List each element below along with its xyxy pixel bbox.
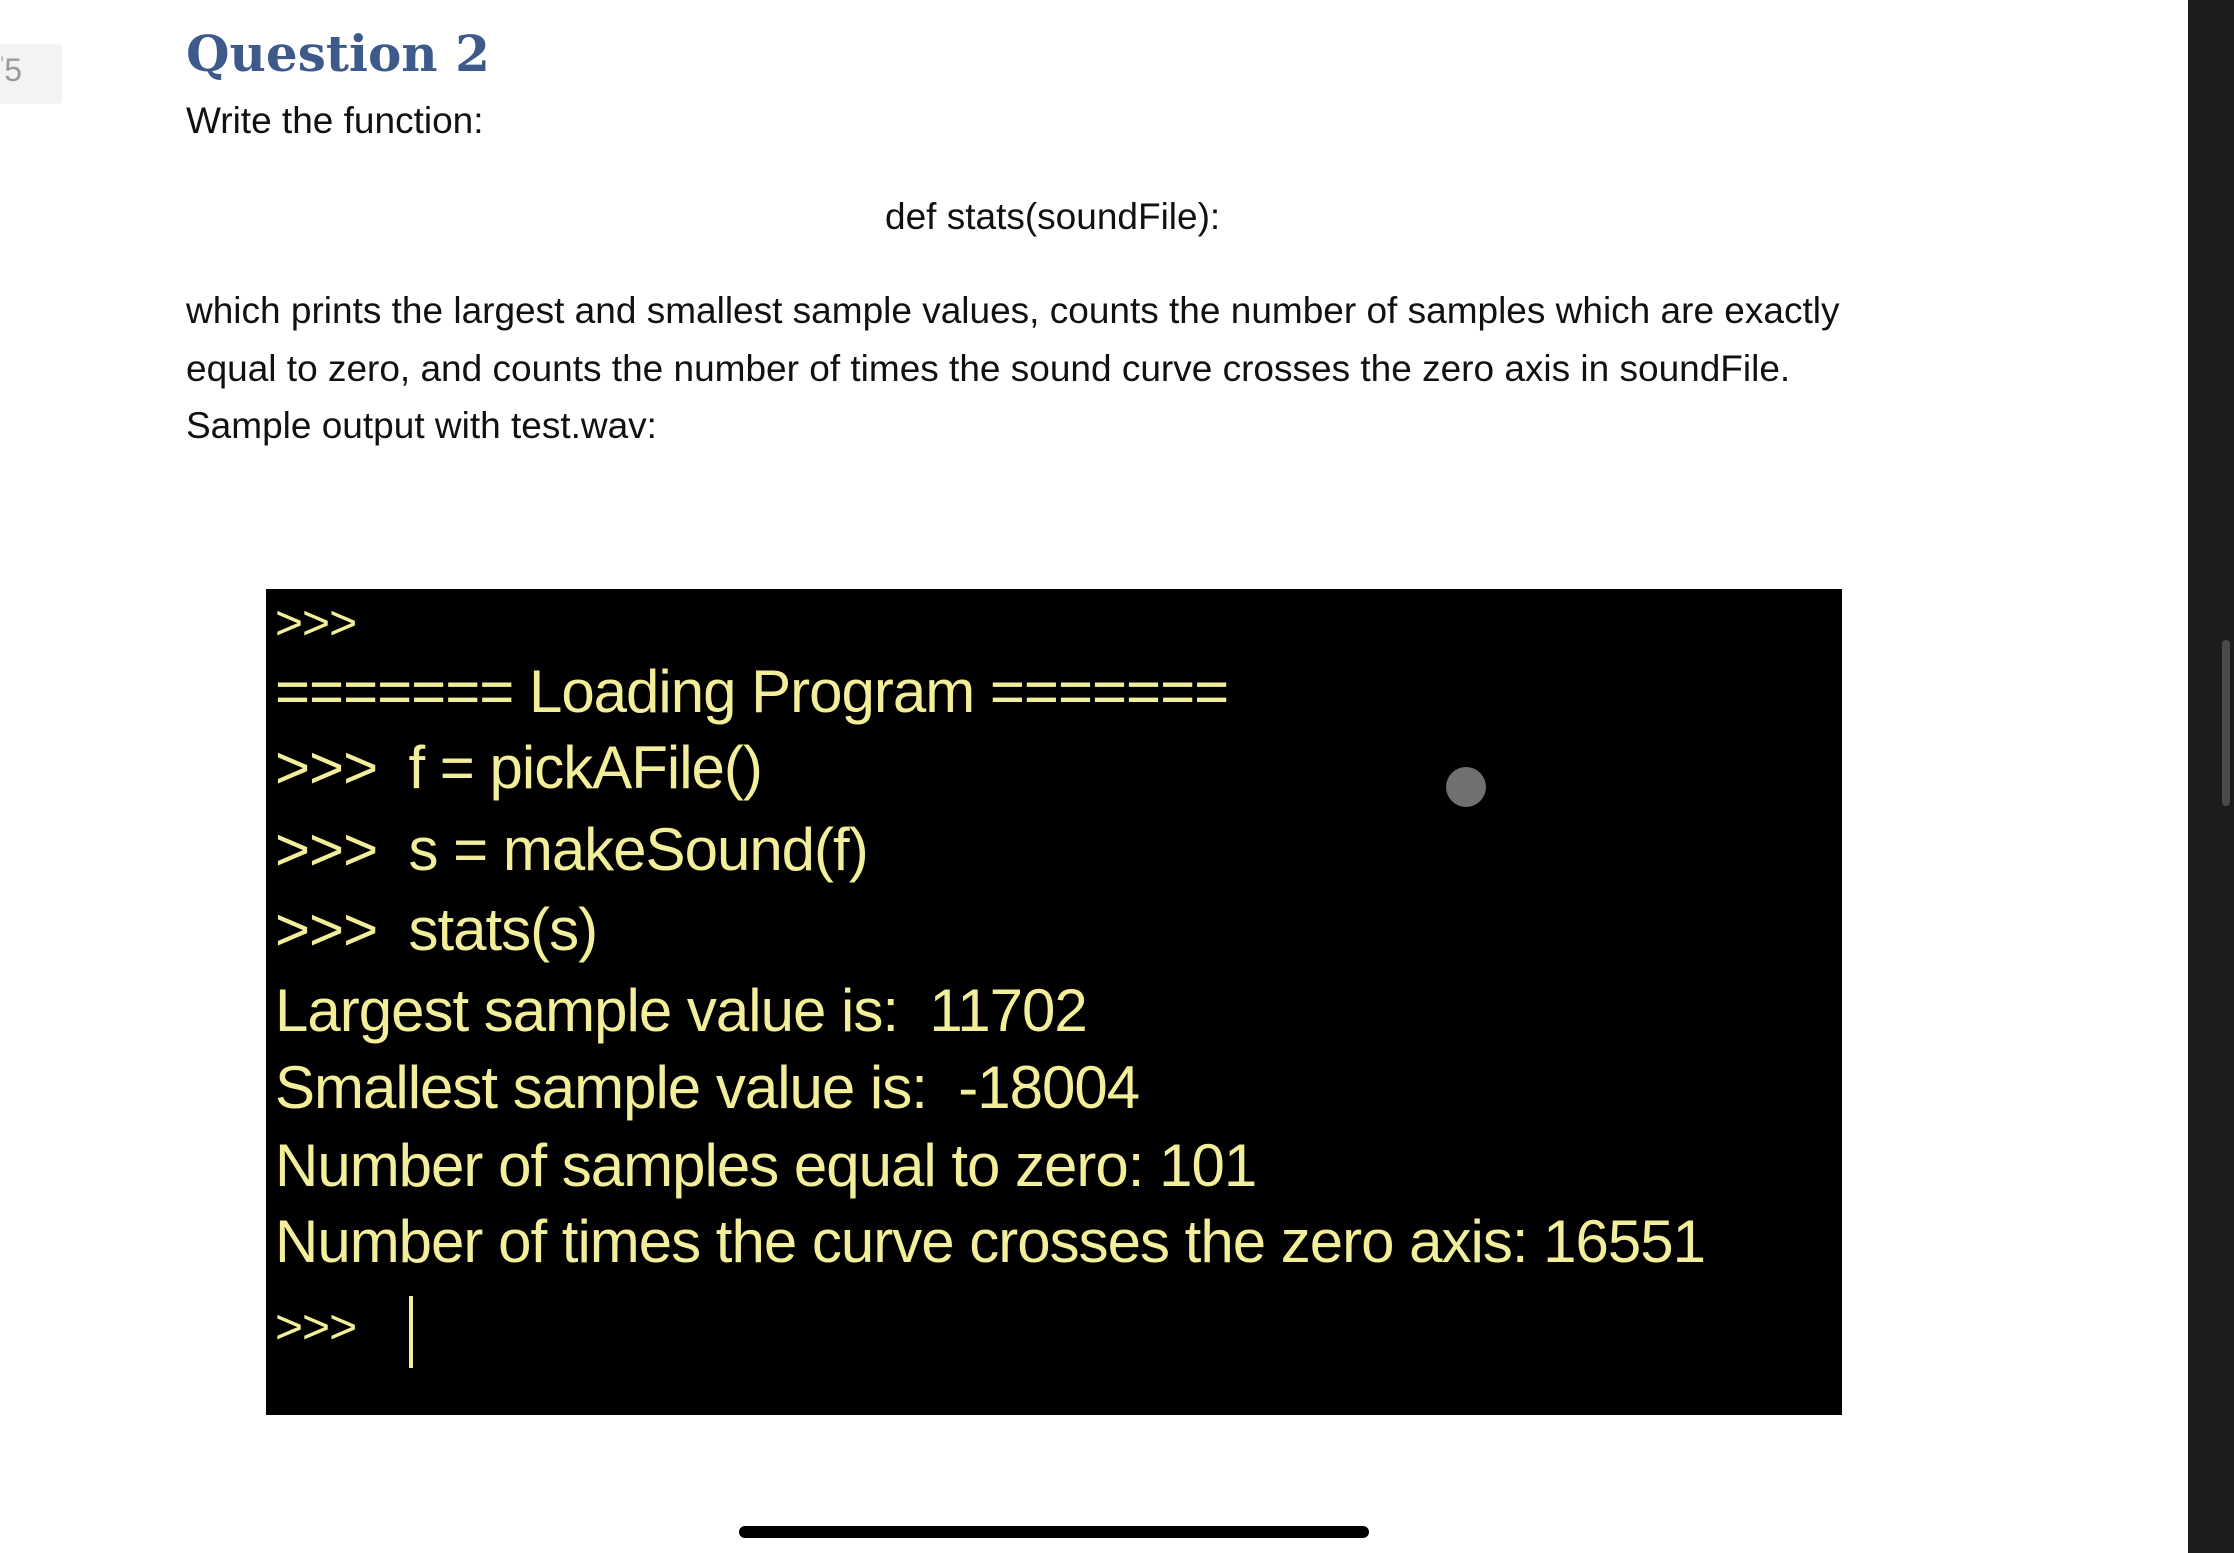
question-title: Question 2 (186, 24, 490, 83)
description-line: equal to zero, and counts the number of times the sound curve crosses the zero axis in soundFile. (186, 348, 1791, 389)
text-cursor (409, 1296, 413, 1368)
home-indicator-bar[interactable] (739, 1526, 1369, 1538)
terminal-line: Number of samples equal to zero: 101 (275, 1132, 1257, 1199)
intro-text: Write the function: (186, 100, 484, 141)
terminal-line: >>> (275, 597, 357, 650)
scrollbar-handle[interactable] (2222, 640, 2230, 806)
terminal-output-image (266, 589, 1842, 1415)
terminal-line: ======= Loading Program ======= (275, 658, 1229, 725)
terminal-line: >>> f = pickAFile() (275, 734, 762, 801)
touch-indicator-dot (1446, 767, 1486, 807)
terminal-line: Smallest sample value is: -18004 (275, 1054, 1140, 1121)
terminal-line: Largest sample value is: 11702 (275, 977, 1087, 1044)
function-signature: def stats(soundFile): (885, 196, 1221, 237)
terminal-prompt: >>> (275, 1301, 357, 1354)
terminal-line: >>> s = makeSound(f) (275, 816, 868, 883)
description-line: Sample output with test.wav: (186, 405, 657, 446)
page-number: '5 (0, 52, 22, 88)
terminal-line: >>> stats(s) (275, 896, 598, 963)
terminal-line: Number of times the curve crosses the zero axis: 16551 (275, 1208, 1706, 1275)
description-line: which prints the largest and smallest sample values, counts the number of samples which are exactly (186, 290, 1840, 331)
